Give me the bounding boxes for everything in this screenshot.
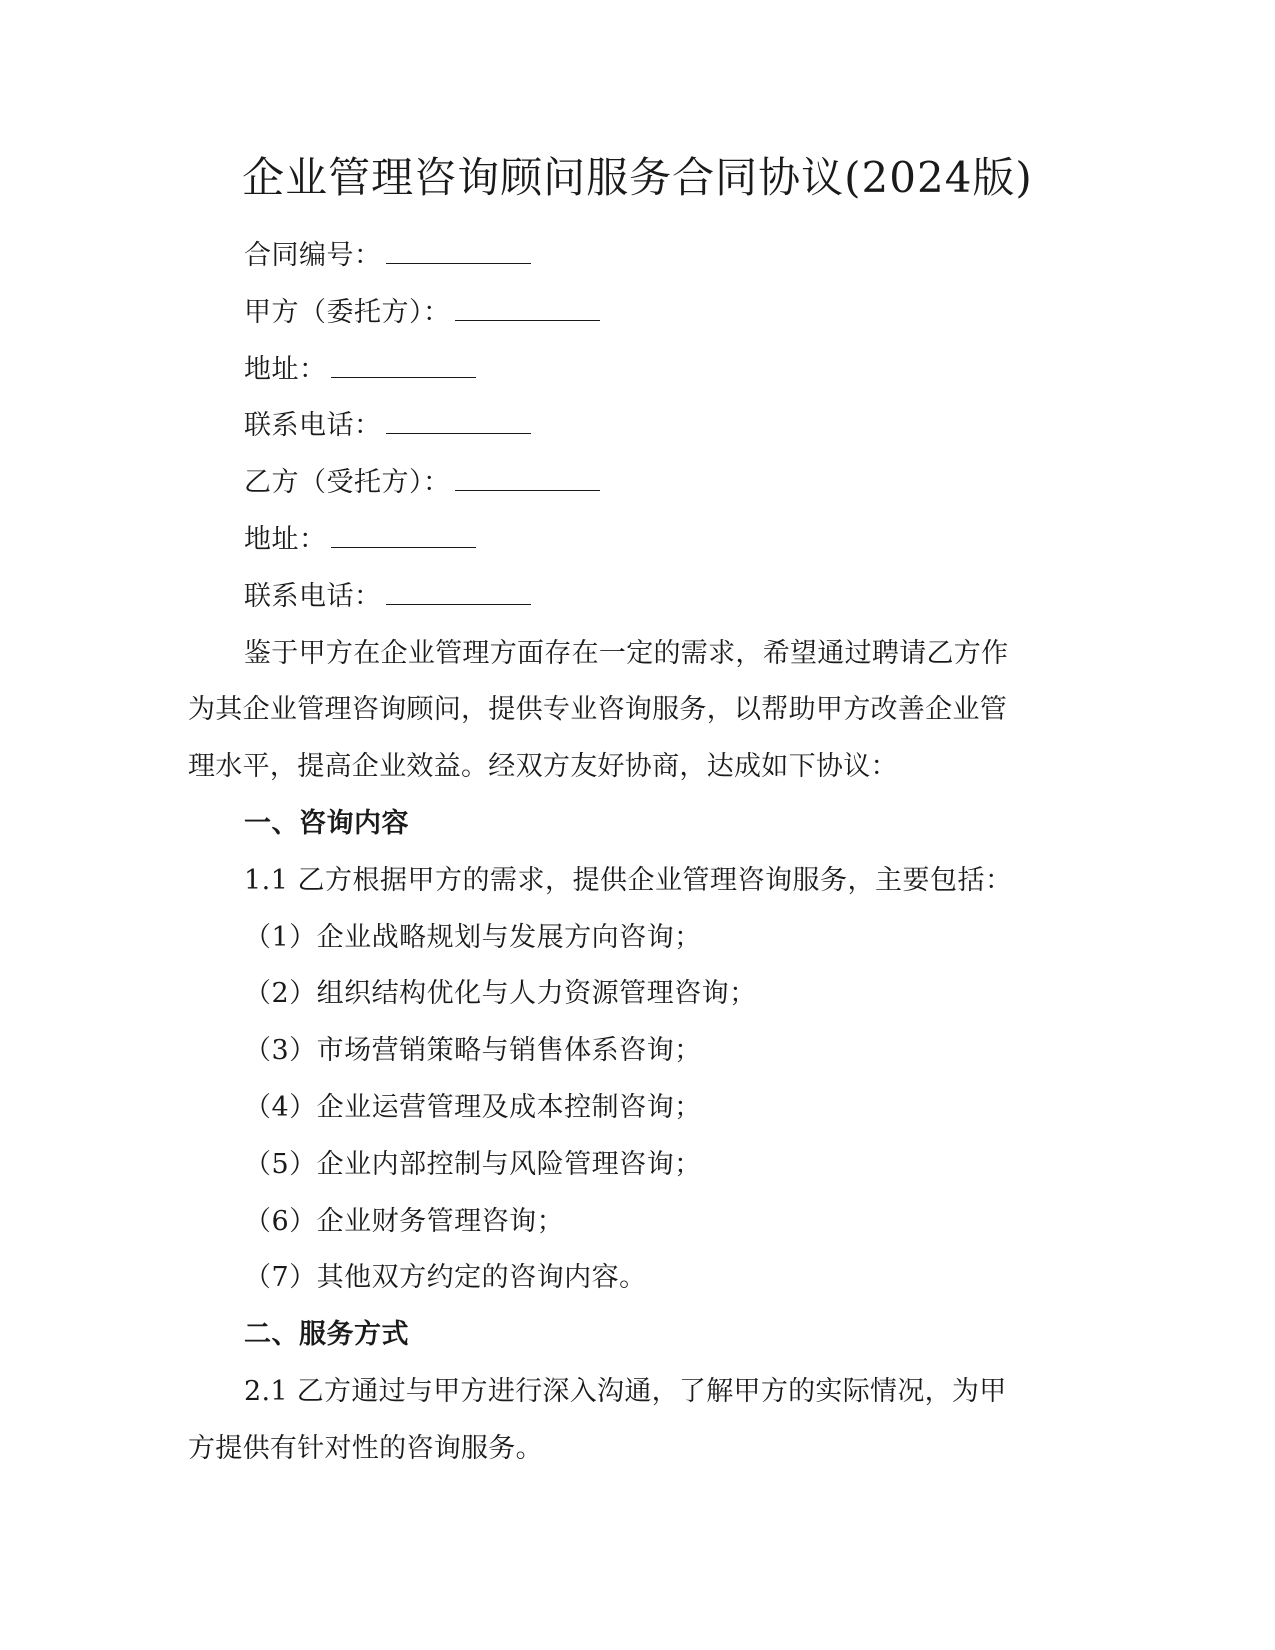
consulting-items-list — [188, 910, 1058, 1308]
field-party-b-address — [188, 512, 1058, 569]
field-party-b-phone — [188, 569, 1058, 626]
blank-line — [331, 353, 476, 378]
list-item: （2）组织结构优化与人力资源管理咨询； — [244, 978, 757, 1010]
field-label: 乙方（受托方）： — [244, 467, 451, 499]
list-item: （1）企业战略规划与发展方向咨询； — [244, 921, 702, 953]
blank-line — [455, 466, 600, 491]
preamble-paragraph — [188, 626, 1058, 796]
blank-line — [386, 580, 531, 605]
paragraph-line: 2.1 乙方通过与甲方进行深入沟通，了解甲方的实际情况，为甲 — [244, 1375, 1007, 1407]
blank-line — [386, 409, 531, 434]
field-label: 联系电话： — [244, 410, 382, 442]
field-contract-number — [188, 228, 1058, 285]
clause-2-1 — [188, 1364, 1058, 1478]
field-label: 联系电话： — [244, 580, 382, 612]
field-label: 合同编号： — [244, 240, 382, 271]
list-item: （5）企业内部控制与风险管理咨询； — [244, 1148, 702, 1180]
field-label: 地址： — [244, 523, 327, 555]
document-body — [188, 228, 1058, 1478]
field-label: 甲方（委托方）： — [244, 296, 451, 328]
list-item: （3）市场营销策略与销售体系咨询； — [244, 1035, 702, 1067]
paragraph-line: 鉴于甲方在企业管理方面存在一定的需求，希望通过聘请乙方作 — [244, 637, 1009, 669]
section-heading-service-method: 二、服务方式 — [244, 1319, 409, 1351]
blank-line — [455, 296, 600, 321]
field-party-b — [188, 455, 1058, 512]
blank-line — [386, 239, 531, 264]
document-title: 企业管理咨询顾问服务合同协议(2024版) — [242, 153, 1033, 202]
list-item: （6）企业财务管理咨询； — [244, 1205, 565, 1237]
field-party-a — [188, 285, 1058, 342]
contract-fields — [188, 228, 1058, 626]
field-party-a-phone — [188, 398, 1058, 455]
field-label: 地址： — [244, 353, 327, 385]
list-item: （7）其他双方约定的咨询内容。 — [244, 1262, 647, 1294]
list-item: （4）企业运营管理及成本控制咨询； — [244, 1091, 702, 1123]
paragraph-line: 方提供有针对性的咨询服务。 — [188, 1432, 543, 1464]
clause-1-1: 1.1 乙方根据甲方的需求，提供企业管理咨询服务，主要包括： — [244, 864, 1013, 896]
paragraph-line: 为其企业管理咨询顾问，提供专业咨询服务，以帮助甲方改善企业管 — [188, 694, 1007, 726]
paragraph-line: 理水平，提高企业效益。经双方友好协商，达成如下协议： — [188, 751, 898, 783]
blank-line — [331, 523, 476, 548]
field-party-a-address — [188, 342, 1058, 399]
section-heading-consulting-content: 一、咨询内容 — [244, 807, 409, 839]
